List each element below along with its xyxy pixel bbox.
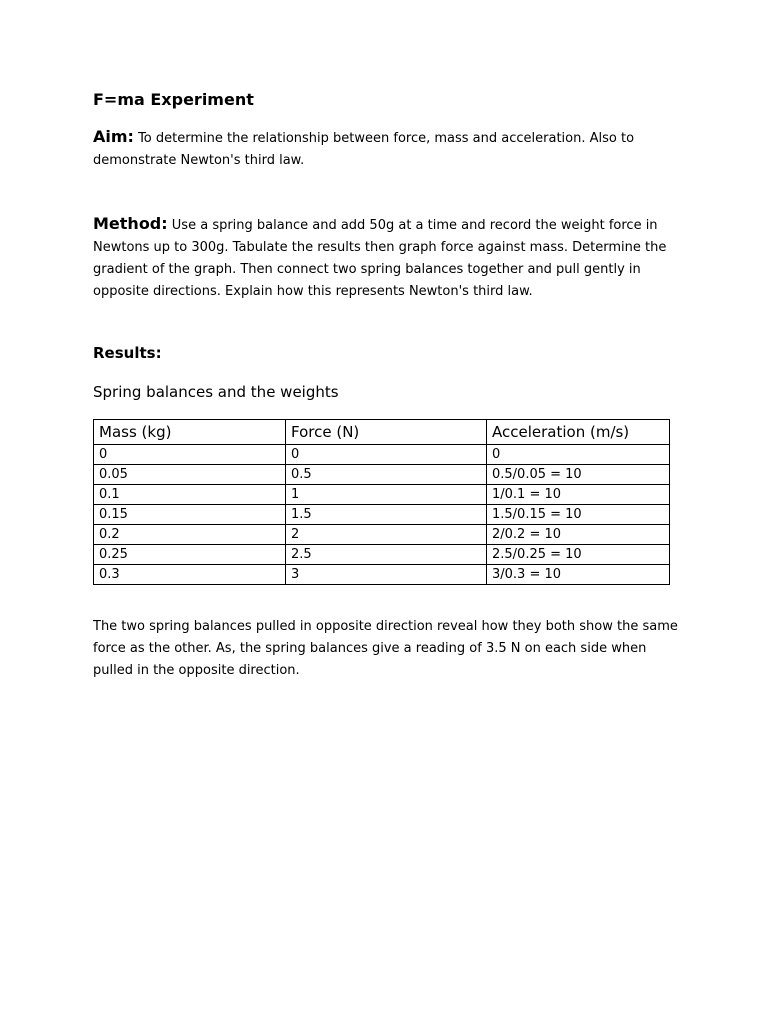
table-row xyxy=(94,545,670,565)
header-acceleration: Acceleration (m/s) xyxy=(487,420,670,445)
aim-paragraph xyxy=(93,126,683,172)
table-header-row xyxy=(94,420,670,445)
cell-acceleration: 3/0.3 = 10 xyxy=(487,565,670,585)
table-row xyxy=(94,465,670,485)
cell-mass: 0.05 xyxy=(94,465,286,485)
header-force: Force (N) xyxy=(286,420,487,445)
cell-force: 1 xyxy=(286,485,487,505)
cell-acceleration: 1.5/0.15 = 10 xyxy=(487,505,670,525)
method-paragraph xyxy=(93,213,683,303)
cell-force: 1.5 xyxy=(286,505,487,525)
cell-force: 0 xyxy=(286,445,487,465)
cell-mass: 0.2 xyxy=(94,525,286,545)
table-row xyxy=(94,525,670,545)
method-text: Use a spring balance and add 50g at a time and record the weight force in Newtons up to 300g. Tabulate the results then graph force against mass. Determine the gradient of the graph. Then connect two spring balances together and pull gently in opposite directions. Explain how this represents Newton's third law. xyxy=(93,218,667,299)
table-row xyxy=(94,445,670,465)
results-heading: Results: xyxy=(93,344,162,362)
cell-acceleration: 2/0.2 = 10 xyxy=(487,525,670,545)
header-mass: Mass (kg) xyxy=(94,420,286,445)
cell-mass: 0.25 xyxy=(94,545,286,565)
results-table xyxy=(93,419,670,585)
table-row xyxy=(94,505,670,525)
table-caption: Spring balances and the weights xyxy=(93,383,339,401)
cell-mass: 0 xyxy=(94,445,286,465)
aim-text: To determine the relationship between force, mass and acceleration. Also to demonstrate Newton's third law. xyxy=(93,131,635,168)
cell-force: 2.5 xyxy=(286,545,487,565)
document-page xyxy=(93,88,683,682)
cell-force: 2 xyxy=(286,525,487,545)
cell-force: 3 xyxy=(286,565,487,585)
cell-mass: 0.15 xyxy=(94,505,286,525)
cell-acceleration: 2.5/0.25 = 10 xyxy=(487,545,670,565)
method-label: Method: xyxy=(93,214,168,233)
cell-acceleration: 0 xyxy=(487,445,670,465)
document-title: F=ma Experiment xyxy=(93,90,254,109)
table-row xyxy=(94,485,670,505)
conclusion-paragraph: The two spring balances pulled in opposite direction reveal how they both show the same force as the other. As, the spring balances give a reading of 3.5 N on each side when pulled in the opposite direction. xyxy=(93,619,678,678)
cell-acceleration: 1/0.1 = 10 xyxy=(487,485,670,505)
table-row xyxy=(94,565,670,585)
cell-mass: 0.1 xyxy=(94,485,286,505)
cell-mass: 0.3 xyxy=(94,565,286,585)
cell-acceleration: 0.5/0.05 = 10 xyxy=(487,465,670,485)
aim-label: Aim: xyxy=(93,127,134,146)
cell-force: 0.5 xyxy=(286,465,487,485)
